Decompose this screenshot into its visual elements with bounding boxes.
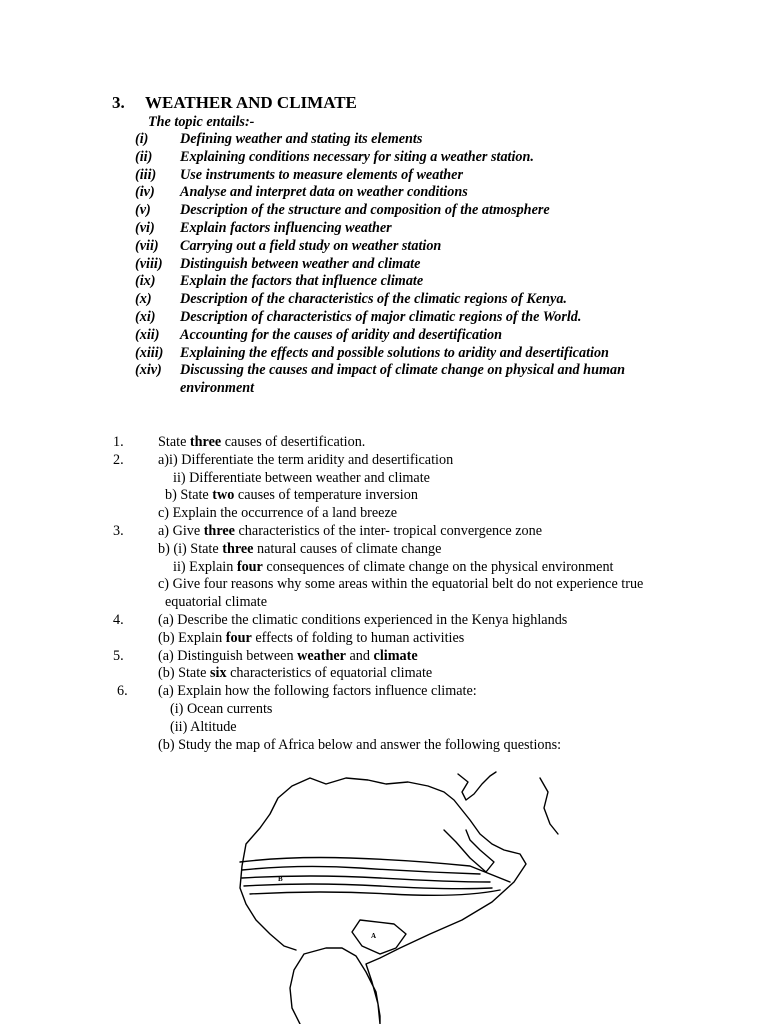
- section-title: WEATHER AND CLIMATE: [145, 93, 357, 112]
- text-run: b) State: [165, 487, 213, 504]
- text-run: a) Give: [158, 522, 204, 539]
- topic-number: (xiv): [135, 362, 162, 379]
- emphasis-run: three: [222, 540, 254, 557]
- text-run: (a) Describe the climatic conditions experienced in the Kenya highlands: [158, 611, 568, 628]
- topic-item: [135, 273, 625, 291]
- question-text: [158, 665, 432, 683]
- topic-item: [135, 220, 625, 238]
- question-text: [158, 434, 365, 452]
- question-text: [158, 648, 418, 666]
- arabia-outline: [540, 778, 558, 834]
- text-run: (a) Explain how the following factors influence climate:: [158, 683, 477, 700]
- question-line: [0, 470, 768, 488]
- topic-item: [135, 327, 625, 345]
- text-run: effects of folding to human activities: [251, 629, 465, 646]
- africa-map: [230, 770, 580, 1024]
- topic-text: Accounting for the causes of aridity and desertification: [180, 326, 502, 343]
- topic-item: [135, 256, 625, 274]
- map-label-b: B: [278, 875, 283, 883]
- question-number: 3.: [113, 522, 124, 539]
- question-text: [165, 594, 267, 612]
- question-text: [158, 612, 567, 630]
- question-line: [0, 487, 768, 505]
- question-text: [165, 487, 418, 505]
- topic-number: (ii): [135, 148, 153, 165]
- text-run: (b) Study the map of Africa below and answer the following questions:: [158, 736, 562, 753]
- topic-number: (v): [135, 202, 151, 219]
- topic-item: [135, 202, 625, 220]
- text-run: causes of temperature inversion: [234, 487, 418, 504]
- question-line: [0, 576, 768, 594]
- topic-number: (i): [135, 131, 149, 147]
- topic-text: Description of the characteristics of the climatic regions of Kenya.: [180, 291, 567, 308]
- text-run: c) Give four reasons why some areas within the equatorial belt do not experience true: [158, 576, 644, 593]
- question-text: [158, 541, 441, 559]
- mediterranean-outline: [458, 772, 496, 800]
- text-run: (ii) Altitude: [170, 718, 237, 735]
- topic-item: [135, 238, 625, 256]
- emphasis-run: six: [210, 665, 227, 682]
- section-heading: [112, 93, 357, 113]
- topic-number: (xiii): [135, 344, 164, 361]
- text-run: b) (i) State: [158, 540, 223, 557]
- emphasis-run: climate: [373, 647, 418, 664]
- topic-text: Discussing the causes and impact of climate change on physical and human: [180, 362, 625, 379]
- question-line: [0, 434, 768, 452]
- text-run: natural causes of climate change: [253, 540, 442, 557]
- question-line: [0, 737, 768, 755]
- topic-number: (x): [135, 291, 152, 308]
- question-text: [173, 559, 613, 577]
- question-line: [0, 505, 768, 523]
- text-run: ii) Differentiate between weather and climate: [173, 469, 430, 486]
- text-run: causes of desertification.: [221, 434, 366, 450]
- topic-number: (ix): [135, 273, 156, 290]
- question-line: [0, 719, 768, 737]
- topic-list: [135, 131, 625, 398]
- text-run: characteristics of the inter- tropical convergence zone: [234, 522, 543, 539]
- question-line: [0, 648, 768, 666]
- topic-text: Explain factors influencing weather: [180, 219, 392, 236]
- topic-item: [135, 131, 625, 149]
- text-run: ii) Explain: [173, 558, 237, 575]
- topic-text: Description of characteristics of major climatic regions of the World.: [180, 308, 582, 325]
- question-number: 6.: [117, 683, 128, 700]
- topic-number: (iv): [135, 184, 155, 201]
- question-text: [170, 719, 237, 737]
- topic-continuation: environment: [180, 380, 255, 397]
- topic-number: (vii): [135, 237, 159, 254]
- question-number: 1.: [113, 434, 124, 450]
- question-text: [170, 701, 272, 719]
- question-line: [0, 665, 768, 683]
- topic-text: Distinguish between weather and climate: [180, 255, 421, 272]
- topic-item: [135, 309, 625, 327]
- question-text: [158, 523, 542, 541]
- text-run: c) Explain the occurrence of a land breeze: [158, 505, 398, 522]
- text-run: characteristics of equatorial climate: [226, 665, 433, 682]
- text-run: (b) State: [158, 665, 211, 682]
- topic-intro: The topic entails:-: [148, 114, 255, 130]
- emphasis-run: four: [236, 558, 263, 575]
- text-run: (b) Explain: [158, 629, 226, 646]
- topic-number: (viii): [135, 255, 163, 272]
- topic-text: Description of the structure and composition of the atmosphere: [180, 202, 550, 219]
- topic-number: (xii): [135, 326, 160, 343]
- question-number: 5.: [113, 647, 124, 664]
- question-text: [158, 505, 397, 523]
- topic-text: Explaining conditions necessary for siting a weather station.: [180, 148, 534, 165]
- question-text: [158, 737, 561, 755]
- question-line: [0, 594, 768, 612]
- question-number: 4.: [113, 611, 124, 628]
- question-line: [0, 683, 768, 701]
- text-run: State: [158, 434, 190, 450]
- emphasis-run: four: [225, 629, 252, 646]
- topic-number: (vi): [135, 219, 155, 236]
- topic-text: Explaining the effects and possible solutions to aridity and desertification: [180, 344, 609, 361]
- topic-text: Analyse and interpret data on weather conditions: [180, 184, 468, 201]
- question-line: [0, 612, 768, 630]
- topic-item: [135, 167, 625, 185]
- emphasis-run: weather: [297, 647, 346, 664]
- topic-item: [135, 184, 625, 202]
- topic-text: Defining weather and stating its elements: [180, 131, 423, 147]
- text-run: consequences of climate change on the physical environment: [262, 558, 614, 575]
- text-run: equatorial climate: [165, 594, 268, 611]
- question-line: [0, 701, 768, 719]
- text-run: (a) Distinguish between: [158, 647, 298, 664]
- emphasis-run: two: [212, 487, 235, 504]
- text-run: a)i) Differentiate the term aridity and desertification: [158, 451, 454, 468]
- topic-item: [135, 149, 625, 167]
- emphasis-run: three: [189, 434, 222, 450]
- text-run: and: [345, 647, 374, 664]
- question-number: 2.: [113, 451, 124, 468]
- topic-number: (iii): [135, 166, 157, 183]
- question-text: [158, 576, 643, 594]
- question-list: [0, 434, 768, 754]
- africa-coastline: [240, 778, 526, 1024]
- question-line: [0, 541, 768, 559]
- topic-item: [135, 345, 625, 363]
- question-line: [0, 630, 768, 648]
- topic-item: [135, 291, 625, 309]
- topic-text: Use instruments to measure elements of weather: [180, 166, 463, 183]
- question-text: [173, 470, 430, 488]
- question-line: [0, 523, 768, 541]
- question-text: [158, 630, 464, 648]
- topic-item: [135, 362, 625, 380]
- text-run: (i) Ocean currents: [170, 700, 273, 717]
- question-text: [158, 683, 477, 701]
- question-text: [158, 452, 453, 470]
- map-label-a: A: [371, 932, 377, 940]
- section-number: 3.: [112, 93, 125, 112]
- question-line: [0, 452, 768, 470]
- topic-text: Carrying out a field study on weather station: [180, 237, 442, 254]
- topic-number: (xi): [135, 308, 156, 325]
- topic-text: Explain the factors that influence climate: [180, 273, 424, 290]
- emphasis-run: three: [203, 522, 235, 539]
- question-line: [0, 559, 768, 577]
